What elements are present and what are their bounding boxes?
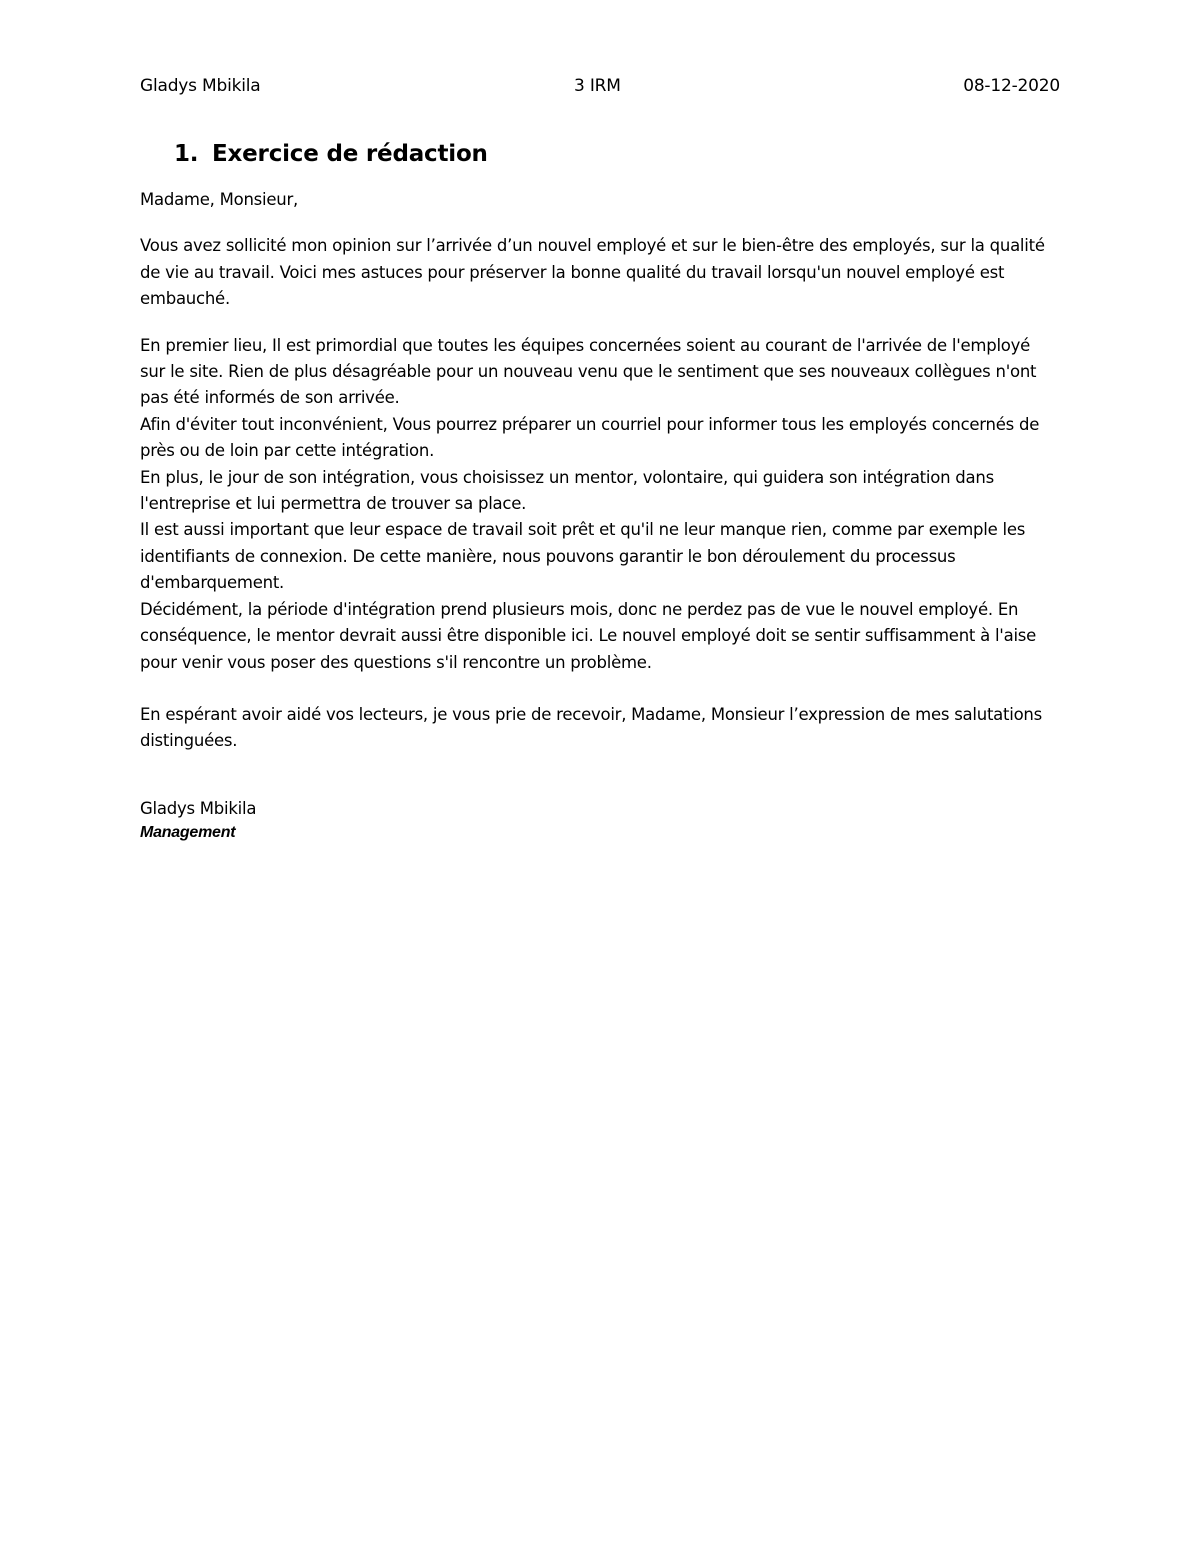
letter-closing: En espérant avoir aidé vos lecteurs, je vous prie de recevoir, Madame, Monsieur l’expression de mes salutations distinguées. — [140, 704, 1042, 751]
signature-name: Gladys Mbikila — [140, 799, 257, 818]
signature-role: Management — [140, 824, 236, 841]
letter-paragraph: En plus, le jour de son intégration, vous choisissez un mentor, volontaire, qui guidera son intégration dans l'entreprise et lui permettra de trouver sa place. — [140, 467, 994, 514]
letter-paragraph: Afin d'éviter tout inconvénient, Vous pourrez préparer un courriel pour informer tous les employés concernés de près ou de loin par cette intégration. — [140, 414, 1040, 461]
letter-paragraph: Il est aussi important que leur espace de travail soit prêt et qu'il ne leur manque rien, comme par exemple les identifiants de connexion. De cette manière, nous pouvons garantir le bon déroulement du processus d'embarquement. — [140, 520, 1026, 593]
letter-salutation: Madame, Monsieur, — [140, 190, 299, 209]
letter-paragraph: En premier lieu, Il est primordial que toutes les équipes concernées soient au courant de l'arrivée de l'employé sur le site. Rien de plus désagréable pour un nouveau venu que le sentiment que ses nouveaux collègues n'ont pas été informés de son arrivée. — [140, 335, 1037, 408]
page-header — [140, 74, 1060, 98]
letter-intro: Vous avez sollicité mon opinion sur l’arrivée d’un nouvel employé et sur le bien-être des employés, sur la qualité de vie au travail. Voici mes astuces pour préserver la bonne qualité du travail lorsqu'un nouvel employé est embauché. — [140, 236, 1045, 309]
header-date: 08-12-2020 — [963, 76, 1060, 96]
header-class: 3 IRM — [574, 76, 621, 96]
header-author: Gladys Mbikila — [140, 76, 261, 96]
section-number: 1. — [174, 141, 199, 167]
section-title — [174, 139, 488, 169]
letter-paragraph: Décidément, la période d'intégration prend plusieurs mois, donc ne perdez pas de vue le nouvel employé. En conséquence, le mentor devrait aussi être disponible ici. Le nouvel employé doit se sentir suffisamment à l'aise pour venir vous poser des questions s'il rencontre un problème. — [140, 599, 1037, 672]
section-title-text: Exercice de rédaction — [212, 141, 488, 167]
signature-block — [140, 796, 256, 844]
letter-body — [140, 187, 1060, 755]
